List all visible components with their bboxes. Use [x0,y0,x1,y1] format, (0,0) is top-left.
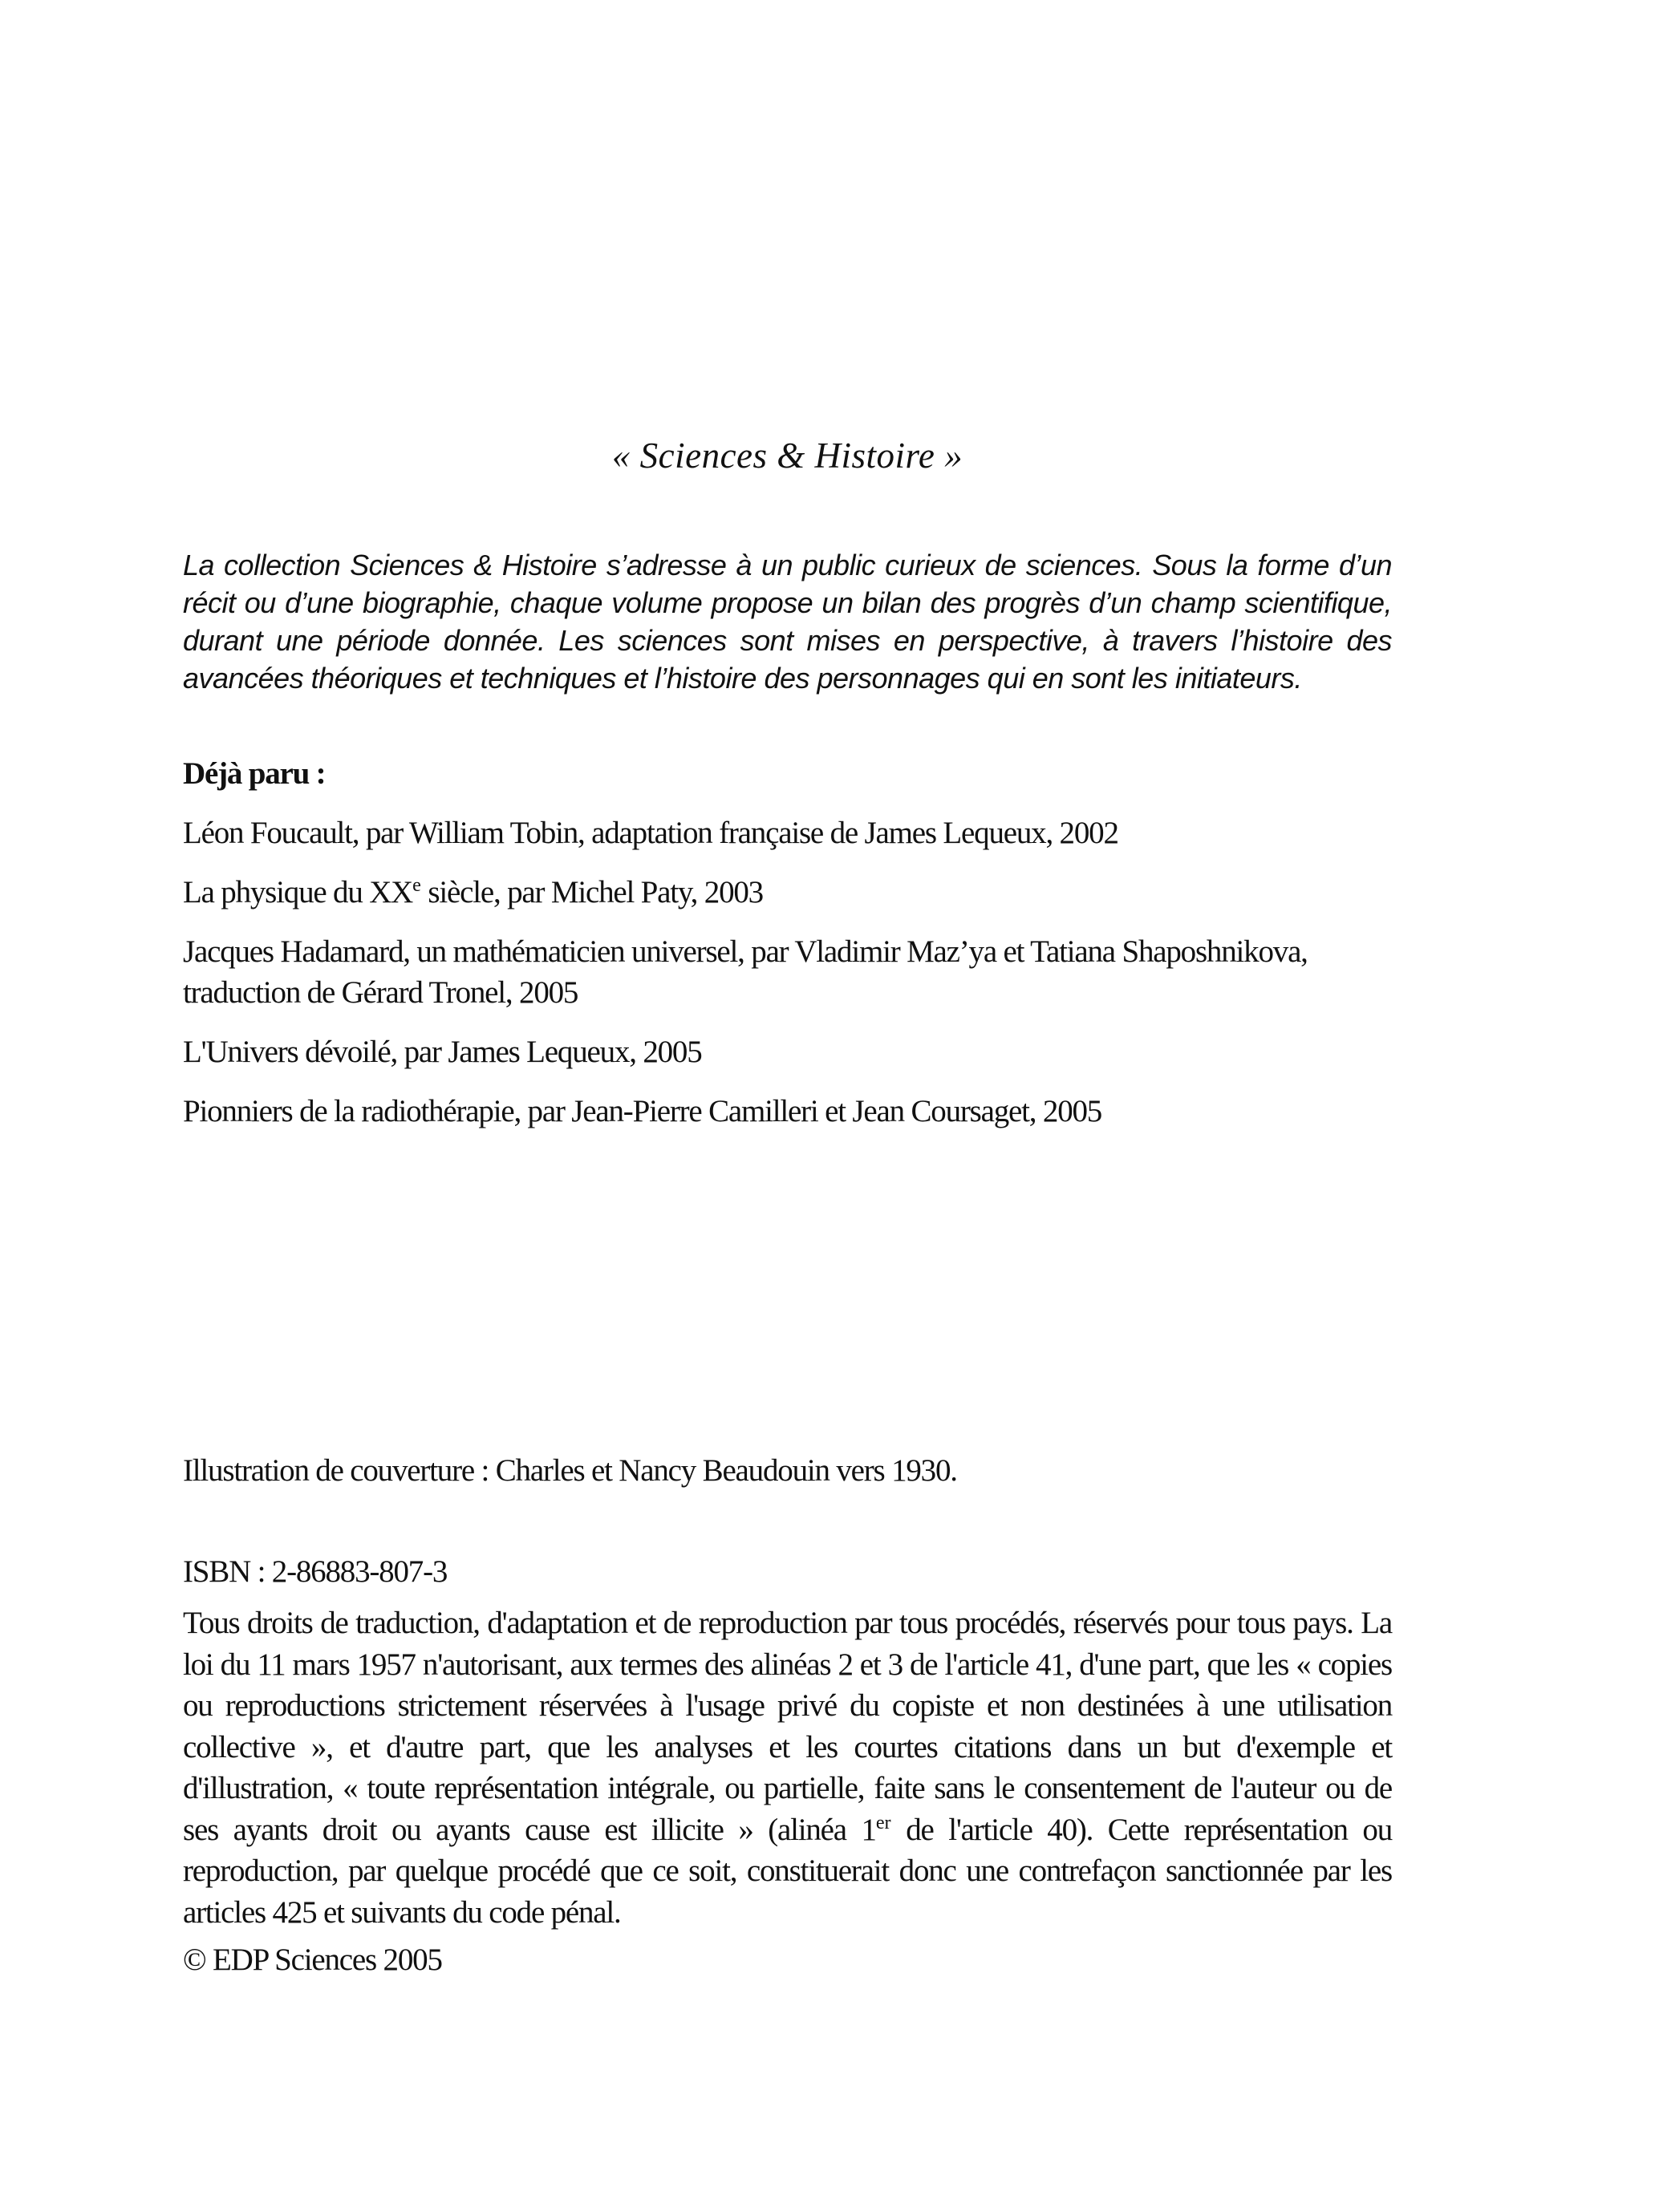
book-list-item [183,1091,1392,1132]
book-list-item [183,931,1392,1013]
publisher-copyright-line: © EDP Sciences 2005 [183,1943,442,1977]
book-list-item [183,812,1392,853]
copyright-superscript: er [875,1811,891,1833]
isbn-line: ISBN : 2-86883-807-3 [183,1554,448,1589]
series-title: « Sciences & Histoire » [611,436,963,476]
book-title-text: Jacques Hadamard, un mathématicien universel, par Vladimir Maz’ya et Tatiana Shaposhnikova, traduction de Gérard Tronel, 2005 [183,934,1308,1010]
cover-illustration-credit: Illustration de couverture : Charles et Nancy Beaudouin vers 1930. [183,1453,957,1488]
book-title-text: L'Univers dévoilé, par James Lequeux, 2005 [183,1035,702,1069]
book-title-text: La physique du XX [183,875,413,910]
book-title-text: siècle, par Michel Paty, 2003 [420,875,763,910]
book-list-item [183,872,1392,913]
book-title-text: Léon Foucault, par William Tobin, adaptation française de James Lequeux, 2002 [183,816,1118,850]
already-published-heading: Déjà paru : [183,756,326,791]
book-title-text: Pionniers de la radiothérapie, par Jean-Pierre Camilleri et Jean Coursaget, 2005 [183,1094,1102,1128]
text-column [183,0,1392,1980]
copyright-text: Tous droits de traduction, d'adaptation et de reproduction par tous procédés, réservés pour tous pays. La loi du 11 mars 1957 n'autorisant, aux termes des alinéas 2 et 3 de l'article 41, d'une part, que les « copies ou reproductions strictement réservées à l'usage privé du copiste et non destinées à une utilisation collective », et d'autre part, que les analyses et les courtes citations dans un but d'exemple et d'illustration, « toute représentation intégrale, ou partielle, faite sans le consentement de l'auteur ou de ses ayants droit ou ayants cause est illicite » (alinéa 1 [183,1606,1392,1847]
published-books-list [183,812,1392,1132]
book-title-superscript: e [412,874,421,896]
copyright-legal-notice [183,1602,1392,1933]
book-list-item [183,1031,1392,1072]
collection-description: La collection Sciences & Histoire s’adresse à un public curieux de sciences. Sous la forme d’un récit ou d’une biographie, chaque volume propose un bilan des progrès d’un champ scientifique, durant une période donnée. Les sciences sont mises en perspective, à travers l’histoire des avancées théoriques et techniques et l’histoire des personnages qui en sont les initiateurs. [183,549,1392,695]
copyright-text: de l'article 40). Cette représentation ou reproduction, par quelque procédé que ce soit, constituerait donc une contrefaçon sanctionnée par les articles 425 et suivants du code pénal. [183,1812,1393,1930]
